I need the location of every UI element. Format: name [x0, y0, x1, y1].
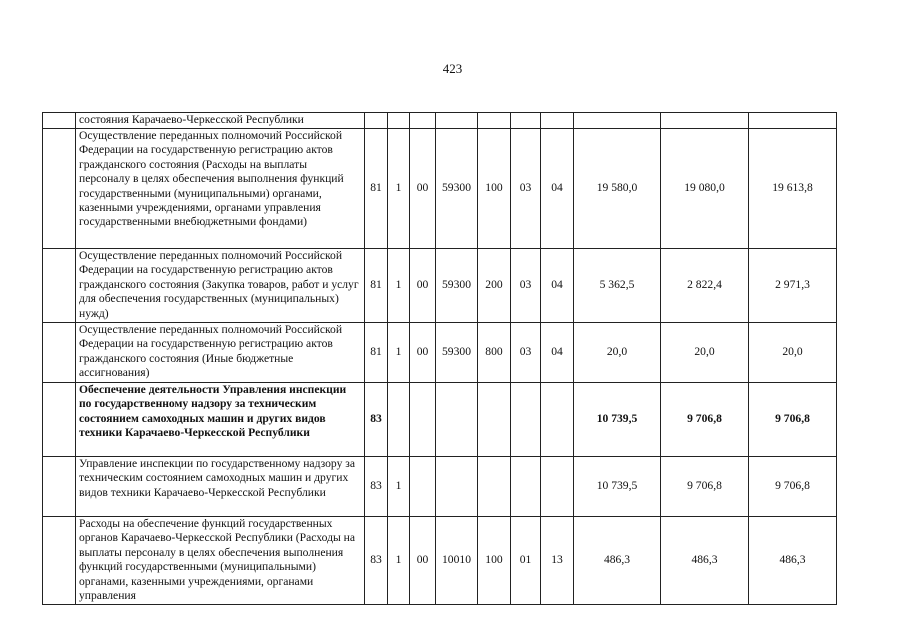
- code-a: [410, 383, 436, 457]
- amount-year-2: 486,3: [661, 517, 749, 605]
- amount-year-3: 9 706,8: [749, 457, 837, 517]
- code-a: 00: [410, 249, 436, 323]
- code-vr: [478, 383, 511, 457]
- row-index-cell: [43, 113, 76, 129]
- amount-year-1: 10 739,5: [574, 457, 661, 517]
- amount-year-2: 9 706,8: [661, 383, 749, 457]
- code-b: 59300: [436, 249, 478, 323]
- page-number: 423: [442, 61, 463, 76]
- code-b: 10010: [436, 517, 478, 605]
- code-pr: 04: [541, 129, 574, 249]
- code-rz2: [511, 383, 541, 457]
- row-description: Управление инспекции по государственному надзору за техническим состоянием самоходных машин и других видов техники Карачаево-Черкесской Республики: [76, 457, 365, 517]
- row-index-cell: [43, 323, 76, 383]
- row-index-cell: [43, 517, 76, 605]
- code-pr: [541, 383, 574, 457]
- table-row: [43, 249, 837, 323]
- table-row: [43, 457, 837, 517]
- code-pr: [541, 113, 574, 129]
- code-pr: 04: [541, 249, 574, 323]
- code-pr: [541, 457, 574, 517]
- code-rz: 1: [388, 323, 410, 383]
- amount-year-1: [574, 113, 661, 129]
- code-gr: 81: [365, 323, 388, 383]
- amount-year-3: 9 706,8: [749, 383, 837, 457]
- code-a: 00: [410, 129, 436, 249]
- table-body: [43, 113, 837, 605]
- amount-year-1: 20,0: [574, 323, 661, 383]
- row-description: Осуществление переданных полномочий Российской Федерации на государственную регистрацию актов гражданского состояния (Расходы на выплаты персоналу в целях обеспечения выполнения функций государственными (муниципальными) органами, казенными учреждениями, органами управления государственными внебюджетными фондами): [76, 129, 365, 249]
- code-vr: [478, 113, 511, 129]
- code-rz2: 03: [511, 129, 541, 249]
- code-rz2: [511, 457, 541, 517]
- code-pr: 13: [541, 517, 574, 605]
- code-gr: 83: [365, 457, 388, 517]
- amount-year-2: [661, 113, 749, 129]
- amount-year-2: 9 706,8: [661, 457, 749, 517]
- code-rz2: 03: [511, 249, 541, 323]
- code-rz2: [511, 113, 541, 129]
- row-index-cell: [43, 457, 76, 517]
- code-rz: 1: [388, 249, 410, 323]
- row-description: Обеспечение деятельности Управления инспекции по государственному надзору за техническим состоянием самоходных машин и других видов техники Карачаево-Черкесской Республики: [76, 383, 365, 457]
- row-index-cell: [43, 129, 76, 249]
- code-vr: [478, 457, 511, 517]
- code-gr: 83: [365, 517, 388, 605]
- code-a: [410, 113, 436, 129]
- amount-year-2: 2 822,4: [661, 249, 749, 323]
- code-pr: 04: [541, 323, 574, 383]
- code-gr: 81: [365, 249, 388, 323]
- row-description: Осуществление переданных полномочий Российской Федерации на государственную регистрацию актов гражданского состояния (Закупка товаров, работ и услуг для обеспечения государственных (муниципальных) нужд): [76, 249, 365, 323]
- amount-year-1: 5 362,5: [574, 249, 661, 323]
- code-gr: 83: [365, 383, 388, 457]
- code-rz: 1: [388, 517, 410, 605]
- code-rz2: 01: [511, 517, 541, 605]
- code-vr: 200: [478, 249, 511, 323]
- amount-year-3: 2 971,3: [749, 249, 837, 323]
- table-row: [43, 323, 837, 383]
- code-a: [410, 457, 436, 517]
- amount-year-3: 19 613,8: [749, 129, 837, 249]
- amount-year-1: 19 580,0: [574, 129, 661, 249]
- row-description: Расходы на обеспечение функций государственных органов Карачаево-Черкесской Республики (Расходы на выплаты персоналу в целях обеспечения выполнения функций государственными (муниципальными) органами, казенными учреждениями, органами управления: [76, 517, 365, 605]
- table-row: [43, 517, 837, 605]
- amount-year-3: 486,3: [749, 517, 837, 605]
- amount-year-2: 19 080,0: [661, 129, 749, 249]
- code-rz: [388, 113, 410, 129]
- row-description: состояния Карачаево-Черкесской Республики: [76, 113, 365, 129]
- row-description: Осуществление переданных полномочий Российской Федерации на государственную регистрацию актов гражданского состояния (Иные бюджетные ассигнования): [76, 323, 365, 383]
- amount-year-1: 486,3: [574, 517, 661, 605]
- table-row: [43, 129, 837, 249]
- row-index-cell: [43, 383, 76, 457]
- code-a: 00: [410, 517, 436, 605]
- table-row: [43, 113, 837, 129]
- code-rz: [388, 383, 410, 457]
- code-b: [436, 113, 478, 129]
- table-row: [43, 383, 837, 457]
- code-rz: 1: [388, 129, 410, 249]
- budget-table: [42, 112, 837, 605]
- code-gr: 81: [365, 129, 388, 249]
- code-b: [436, 457, 478, 517]
- code-b: [436, 383, 478, 457]
- code-b: 59300: [436, 323, 478, 383]
- code-b: 59300: [436, 129, 478, 249]
- amount-year-2: 20,0: [661, 323, 749, 383]
- amount-year-3: 20,0: [749, 323, 837, 383]
- code-vr: 100: [478, 129, 511, 249]
- amount-year-3: [749, 113, 837, 129]
- code-rz: 1: [388, 457, 410, 517]
- code-vr: 100: [478, 517, 511, 605]
- code-vr: 800: [478, 323, 511, 383]
- code-a: 00: [410, 323, 436, 383]
- code-rz2: 03: [511, 323, 541, 383]
- row-index-cell: [43, 249, 76, 323]
- code-gr: [365, 113, 388, 129]
- amount-year-1: 10 739,5: [574, 383, 661, 457]
